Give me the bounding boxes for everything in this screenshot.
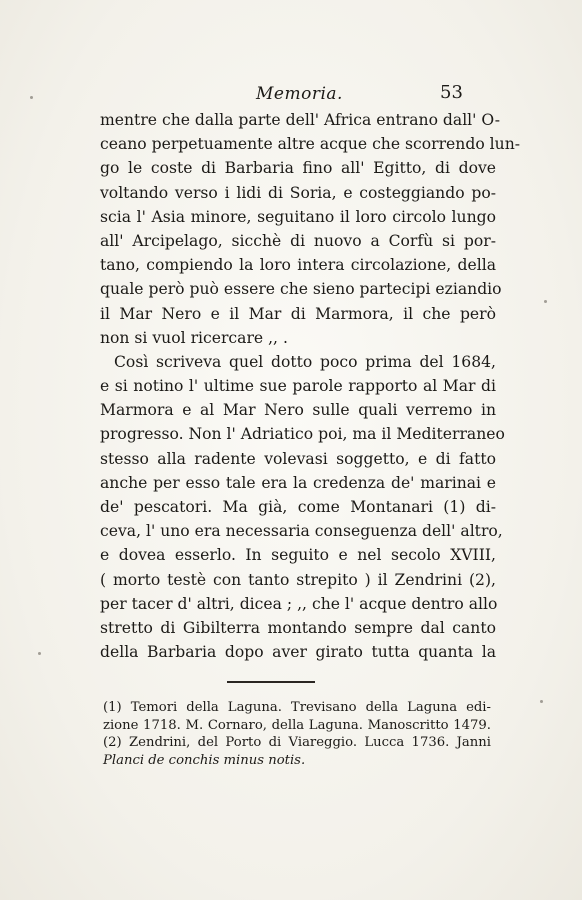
footnote-line: (2) Zendrini, del Porto di Viareggio. Lucca 1736. Janni [103,735,491,751]
text-line: Così scriveva quel dotto poco prima del 1684, [114,352,496,371]
paper-speck [30,96,33,99]
text-line: voltando verso i lidi di Soria, e costeggiando po- [100,183,496,202]
footnote-line: (1) Temori della Laguna. Trevisano della Laguna edi- [103,700,491,715]
footnote-line: zione 1718. M. Cornaro, della Laguna. Manoscritto 1479. [103,717,491,733]
text-line: quale però può essere che sieno partecipi eziandio [100,280,502,299]
text-line: e si notino l' ultime sue parole rapporto al Mar di [100,377,496,396]
text-line: progresso. Non l' Adriatico poi, ma il Mediterraneo [100,425,505,444]
text-line: scia l' Asia minore, seguitano il loro circolo lungo [100,207,496,226]
text-line: non si vuol ricercare ,, . [100,328,288,347]
running-title: Memoria. [256,84,343,104]
text-line: anche per esso tale era la credenza de' marinai e [100,473,496,492]
text-line: ceano perpetuamente altre acque che scorrendo lun- [100,135,521,154]
text-line: Marmora e al Mar Nero sulle quali verremo in [100,401,496,420]
text-line: ceva, l' uno era necessaria conseguenza dell' altro, [100,522,503,541]
paper-speck [544,300,547,303]
footnote-line: Planci de conchis minus notis. [103,752,306,768]
text-line: all' Arcipelago, sicchè di nuovo a Corfù si por- [100,231,496,250]
page-number: 53 [440,82,463,103]
paper-speck [38,652,41,655]
text-line: per tacer d' altri, dicea ; ,, che l' acque dentro allo [100,594,498,613]
footnote-rule [227,681,315,683]
footnotes [103,699,491,769]
text-line: e dovea esserlo. In seguito e nel secolo XVIII, [100,546,496,565]
text-line: de' pescatori. Ma già, come Montanari (1) di- [100,498,496,516]
text-line: go le coste di Barbaria fino all' Egitto, di dove [100,159,496,178]
text-line: tano, compiendo la loro intera circolazione, della [100,256,496,275]
text-line: della Barbaria dopo aver girato tutta quanta la [100,643,496,662]
paper-speck [540,700,543,703]
text-line: stesso alla radente volevasi soggetto, e di fatto [100,449,496,468]
text-line: il Mar Nero e il Mar di Marmora, il che però [100,304,496,323]
text-line: ( morto testè con tanto strepito ) il Zendrini (2), [100,570,496,589]
text-line: mentre che dalla parte dell' Africa entrano dall' O- [100,111,501,129]
page-header [0,84,582,108]
body-text [100,108,521,664]
text-line: stretto di Gibilterra montando sempre dal canto [100,618,496,637]
